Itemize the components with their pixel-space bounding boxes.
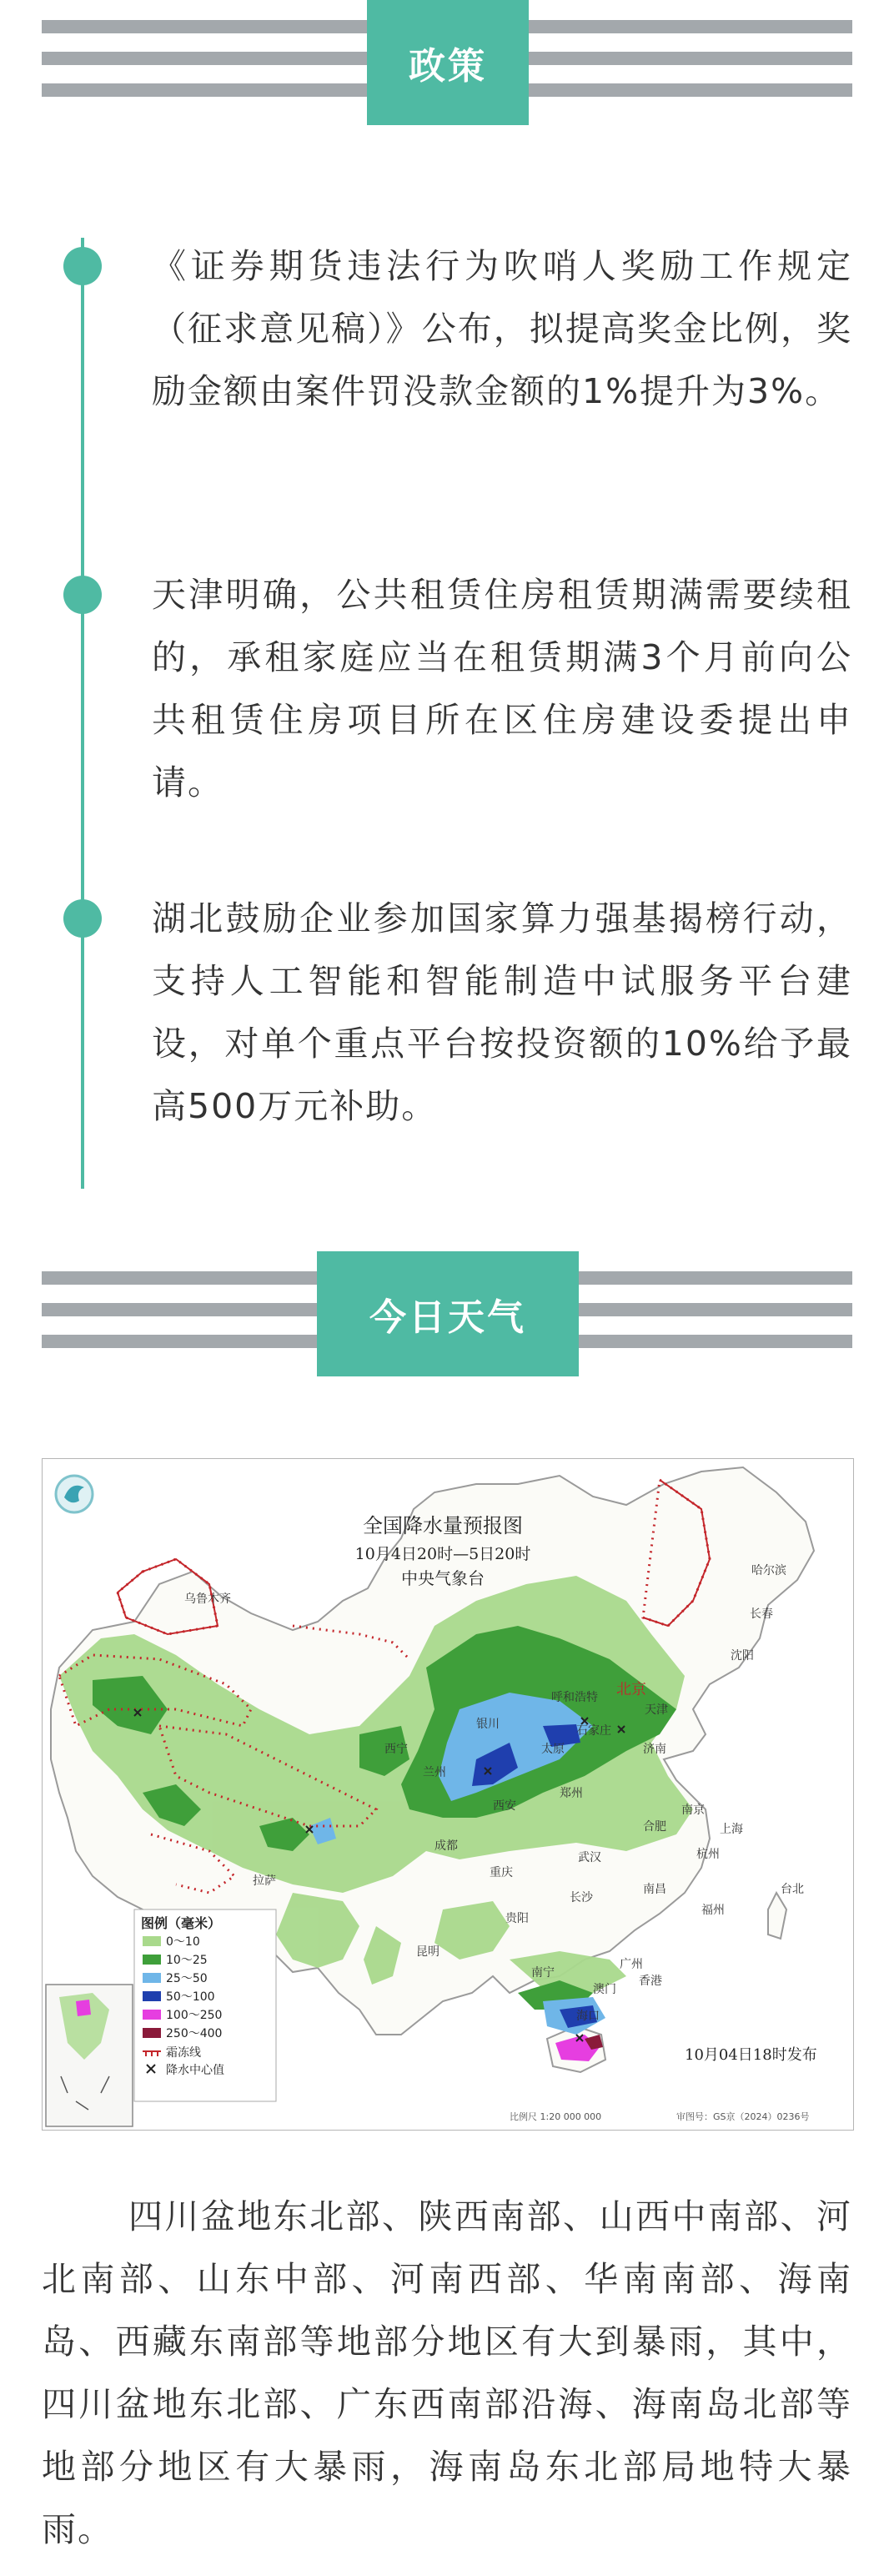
legend-swatch — [143, 2010, 161, 2020]
legend-label: 50～100 — [166, 1990, 215, 2004]
city-label: 郑州 — [560, 1787, 583, 1800]
legend-label: 250～400 — [166, 2027, 223, 2040]
map-issuer: 中央气象台 — [401, 1568, 485, 1588]
city-label: 南宁 — [531, 1966, 555, 1980]
city-label: 拉萨 — [253, 1874, 276, 1888]
legend-swatch — [143, 1955, 161, 1965]
legend-label: 10～25 — [166, 1954, 208, 1967]
city-label: 银川 — [476, 1718, 500, 1731]
city-label: 长春 — [750, 1607, 773, 1621]
map-title: 全国降水量预报图 — [363, 1514, 523, 1537]
legend-swatch — [143, 1973, 161, 1983]
map-issued-time: 10月04日18时发布 — [685, 2046, 817, 2064]
legend-label: 0～10 — [166, 1935, 200, 1949]
policy-item: 湖北鼓励企业参加国家算力强基揭榜行动，支持人工智能和智能制造中试服务平台建设，对单个重点平台按投资额的10%给予最高500万元补助。 — [152, 898, 852, 1126]
map-scale: 比例尺 1:20 000 000 — [510, 2111, 602, 2122]
city-label: 南京 — [681, 1804, 705, 1817]
city-label: 西安 — [493, 1799, 516, 1813]
frost-line-symbol — [143, 2051, 161, 2056]
precipitation-forecast-map — [42, 1458, 854, 2131]
city-label: 广州 — [620, 1958, 643, 1971]
city-label: 太原 — [541, 1743, 565, 1756]
city-label: 贵阳 — [505, 1912, 529, 1925]
taiwan-island — [768, 1893, 786, 1939]
south-china-sea-inset — [46, 1985, 133, 2126]
policy-section-title: 政策 — [367, 0, 529, 125]
legend-label: 降水中心值 — [166, 2064, 224, 2077]
weather-section-title: 今日天气 — [317, 1251, 579, 1376]
city-label: 武汉 — [578, 1851, 601, 1864]
city-label: 天津 — [645, 1703, 668, 1717]
policy-item: 《证券期货违法行为吹哨人奖励工作规定（征求意见稿）》公布，拟提高奖金比例，奖励金额由案件罚没款金额的1%提升为3%。 — [152, 246, 852, 411]
timeline-dot — [63, 576, 102, 614]
city-label: 南昌 — [643, 1883, 666, 1896]
city-label: 台北 — [781, 1883, 804, 1896]
legend-label: 100～250 — [166, 2009, 223, 2022]
timeline-dot — [63, 247, 102, 285]
city-label: 长沙 — [570, 1891, 593, 1904]
city-label: 昆明 — [416, 1945, 439, 1959]
city-label: 杭州 — [696, 1848, 720, 1861]
weather-section-header — [42, 1251, 852, 1376]
city-label: 成都 — [434, 1839, 458, 1853]
city-label: 北京 — [616, 1681, 646, 1698]
city-label: 呼和浩特 — [551, 1691, 598, 1704]
map-approval-number: 审图号：GS京（2024）0236号 — [676, 2111, 810, 2122]
city-label: 福州 — [701, 1904, 725, 1917]
legend-label: 25～50 — [166, 1972, 208, 1985]
map-legend — [134, 1909, 276, 2101]
city-label: 上海 — [720, 1823, 743, 1836]
map-period: 10月4日20时—5日20时 — [354, 1545, 531, 1563]
weather-paragraph: 四川盆地东北部、陕西南部、山西中南部、河北南部、山东中部、河南西部、华南南部、海南岛、西藏东南部等地部分地区有大到暴雨，其中，四川盆地东北部、广东西南部沿海、海南岛北部等地部分地区有大暴雨，海南岛东北部局地特大暴雨。 — [42, 2196, 852, 2549]
policy-section-header — [42, 0, 852, 125]
city-label: 西宁 — [384, 1743, 408, 1756]
city-label: 石家庄 — [576, 1724, 611, 1738]
city-label: 澳门 — [593, 1983, 616, 1996]
city-label: 沈阳 — [731, 1649, 754, 1663]
cma-logo — [56, 1476, 93, 1512]
timeline-dot — [63, 899, 102, 938]
city-label: 海口 — [576, 2010, 600, 2023]
legend-title: 图例（毫米） — [141, 1915, 222, 1931]
city-label: 哈尔滨 — [751, 1564, 786, 1577]
city-label: 兰州 — [423, 1766, 446, 1779]
legend-swatch — [143, 2028, 161, 2038]
legend-label: 霜冻线 — [166, 2046, 201, 2060]
legend-swatch — [143, 1991, 161, 2001]
city-label: 合肥 — [643, 1820, 666, 1834]
city-label: 乌鲁木齐 — [184, 1592, 231, 1606]
policy-item: 天津明确，公共租赁住房租赁期满需要续租的，承租家庭应当在租赁期满3个月前向公共租赁住房项目所在区住房建设委提出申请。 — [152, 575, 852, 802]
city-label: 香港 — [639, 1975, 662, 1988]
city-label: 重庆 — [490, 1866, 513, 1879]
legend-swatch — [143, 1936, 161, 1946]
city-label: 济南 — [643, 1743, 666, 1756]
timeline-line — [81, 238, 84, 1189]
